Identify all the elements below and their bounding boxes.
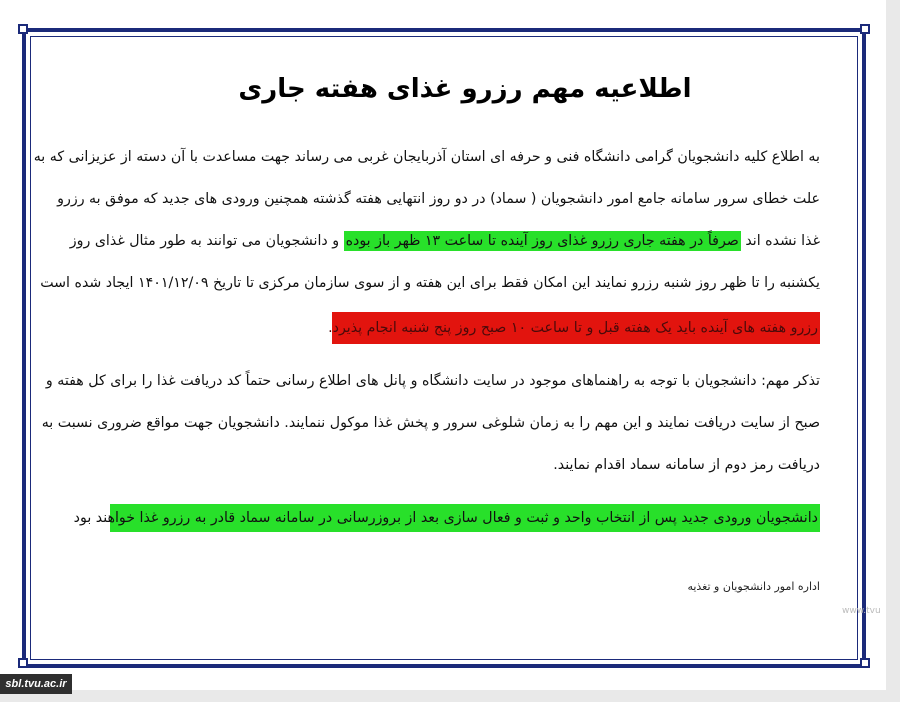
red-notice-line <box>110 312 820 354</box>
paragraph1-line4: یکشنبه را تا ظهر روز شنبه رزرو نمایند این امکان فقط برای این هفته و از سوی سازمان مرکزی تا تاریخ ۱۴۰۱/۱۲/۰۹ ایجاد شده است <box>40 275 820 291</box>
corner-ornament <box>18 658 28 668</box>
green-highlight-text: صرفاً در هفته جاری رزرو غذای روز آینده تا ساعت ۱۳ ظهر باز بوده <box>345 233 739 249</box>
paragraph1-line2: علت خطای سرور سامانه جامع امور دانشجویان ( سماد) در دو روز انتهایی هفته گذشته همچنین ورودی های جدید که موفق به رزرو <box>57 191 820 207</box>
paragraph2-line2: صبح از سایت دریافت نمایند و این مهم را به زمان شلوغی سرور و پخش غذا موکول ننمایند. دانشجویان جهت مواقع ضروری نسبت به <box>41 415 820 431</box>
line3-start-text: غذا نشده اند <box>740 233 820 249</box>
paragraph1-line3 <box>69 228 820 270</box>
red-highlight-notice: رزرو هفته های آینده باید یک هفته قبل و تا ساعت ۱۰ صبح روز پنج شنبه انجام پذیرد. <box>332 312 820 344</box>
notice-title: اطلاعیه مهم رزرو غذای هفته جاری <box>238 74 692 104</box>
site-url-badge[interactable]: sbl.tvu.ac.ir <box>0 674 72 694</box>
corner-ornament <box>860 658 870 668</box>
signature: اداره امور دانشجویان و تغذیه <box>687 580 820 593</box>
notice-body <box>33 60 820 593</box>
watermark: www.tvu <box>842 606 881 616</box>
corner-ornament <box>18 24 28 34</box>
paragraph2-line3: دریافت رمز دوم از سامانه سماد اقدام نمایند. <box>553 457 820 473</box>
green-notice-line <box>73 504 820 546</box>
line3-end-text: و دانشجویان می توانند به طور مثال غذای روز <box>69 233 344 249</box>
paragraph2-line1: تذکر مهم: دانشجویان با توجه به راهنماهای موجود در سایت دانشگاه و پانل های اطلاع رسانی حتماً کد دریافت غذا را برای کل هفته و <box>45 373 820 389</box>
paragraph1-line1: به اطلاع کلیه دانشجویان گرامی دانشگاه فنی و حرفه ای استان آذربایجان غربی می رساند جهت مساعدت با آن دسته از عزیزانی که به <box>33 149 820 165</box>
green-highlight-notice: دانشجویان ورودی جدید پس از انتخاب واحد و ثبت و فعال سازی بعد از بروزرسانی در سامانه سماد قادر به رزرو غذا خواهند بود <box>110 504 820 532</box>
corner-ornament <box>860 24 870 34</box>
